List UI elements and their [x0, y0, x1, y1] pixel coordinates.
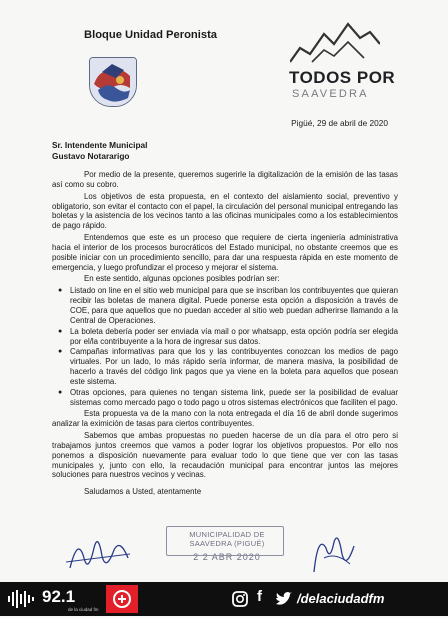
party-crest-logo	[89, 57, 137, 107]
social-handle: /delaciudadfm	[297, 591, 385, 606]
cams-logo	[106, 585, 138, 613]
brand-todos-por: TODOS POR	[289, 68, 396, 87]
radio-frequency: 92.1	[42, 587, 76, 606]
addressee	[52, 140, 147, 162]
options-list	[52, 286, 398, 407]
twitter-icon	[275, 591, 293, 607]
stamp-line1: MUNICIPALIDAD DE	[189, 530, 265, 539]
mountains-logo	[290, 22, 380, 64]
addressee-name: Gustavo Notararigo	[52, 151, 130, 161]
soundwave-icon	[8, 590, 38, 608]
signature-right	[306, 528, 366, 578]
bloque-title: Bloque Unidad Peronista	[84, 29, 218, 41]
stamp-line2: SAAVEDRA (PIGUÉ)	[189, 539, 265, 548]
paragraph: En este sentido, algunas opciones posibles podrían ser:	[84, 274, 280, 284]
paragraph: Esta propuesta va de la mano con la nota entregada el día 16 de abril donde sugerimos analizar la eximición de tasas para ciertos contribuyentes.	[52, 409, 398, 429]
addressee-title: Sr. Intendente Municipal	[52, 140, 148, 150]
paragraph: Entendemos que este es un proceso que requiere de cierta ingeniería administrativa hacia el interior de los procesos burocráticos del Estado municipal, no obstante creemos que es posible iniciar con un procedimiento sencillo, para dar una respuesta rápida en este momento de emergencia, y luego profundizar el proceso y mejorar el sistema.	[52, 233, 398, 272]
letter-date: Pigüé, 29 de abril de 2020	[291, 118, 388, 128]
closing-salutation: Saludamos a Usted, atentamente	[84, 487, 202, 497]
signature-left	[64, 528, 134, 580]
letter-body	[52, 170, 398, 499]
list-item: ● Campañas informativas para que los y las contribuyentes conozcan los medios de pago virtuales. Por un lado, lo más rápido sería informar, de manera masiva, la posibilidad de hacerlo a través del código link pagos que ya viene en la boleta para aquellos que posean este sistema.	[70, 347, 398, 386]
instagram-icon	[232, 591, 248, 607]
stamp-frame	[166, 526, 284, 556]
paragraph: Sabemos que ambas propuestas no pueden hacerse de un día para el otro pero si trabajamos juntos creemos que vamos a poder lograr los objetivos propuestos. Por ello nos ponemos a disposición nuevamente para evaluar todo lo que tiene que ver con las tasas municipales y, junto con ello, la recaudación municipal para encontrar juntos las mejores soluciones para nuestros vecinos y vecinas.	[52, 431, 398, 480]
paragraph: Por medio de la presente, queremos sugerirle la digitalización de la emisión de las tasas así como su cobro.	[52, 170, 398, 189]
municipal-stamp	[172, 530, 282, 582]
radio-footer-bar	[0, 582, 448, 616]
brand-saavedra: SAAVEDRA	[292, 88, 369, 100]
list-item: ● La boleta debería poder ser enviada vía mail o por whatsapp, esta opción podría ser elegida por el/la contribuyente a la hora de ingresar sus datos.	[70, 327, 398, 347]
facebook-icon: f	[257, 588, 262, 605]
list-item: ● Listado on line en el sitio web municipal para que se inscriban los contribuyentes que quieran recibir las boletas de manera digital. Puede ponerse esta opción a disposición a través de COE, para que aquellos que no puedan acceder al sitio web puedan adherirse llamando a la Central de Operaciones.	[70, 286, 398, 325]
list-item: ● Otras opciones, para quienes no tengan sistema link, puede ser la posibilidad de evaluar sistemas como mercado pago o todo pago u otros sistemas electrónicos que faciliten el pago.	[70, 388, 398, 408]
stamp-date: 2 2 ABR 2020	[193, 552, 261, 562]
radio-frequency-sub: de la ciudad fm	[68, 607, 99, 612]
paragraph: Los objetivos de esta propuesta, en el contexto del aislamiento social, preventivo y obligatorio, son evitar el contacto con el papel, la circulación del personal municipal entregando las boletas y la asistencia de los vecinos tanto a las oficinas municipales como a los establecimientos de pago rápido.	[52, 191, 398, 231]
